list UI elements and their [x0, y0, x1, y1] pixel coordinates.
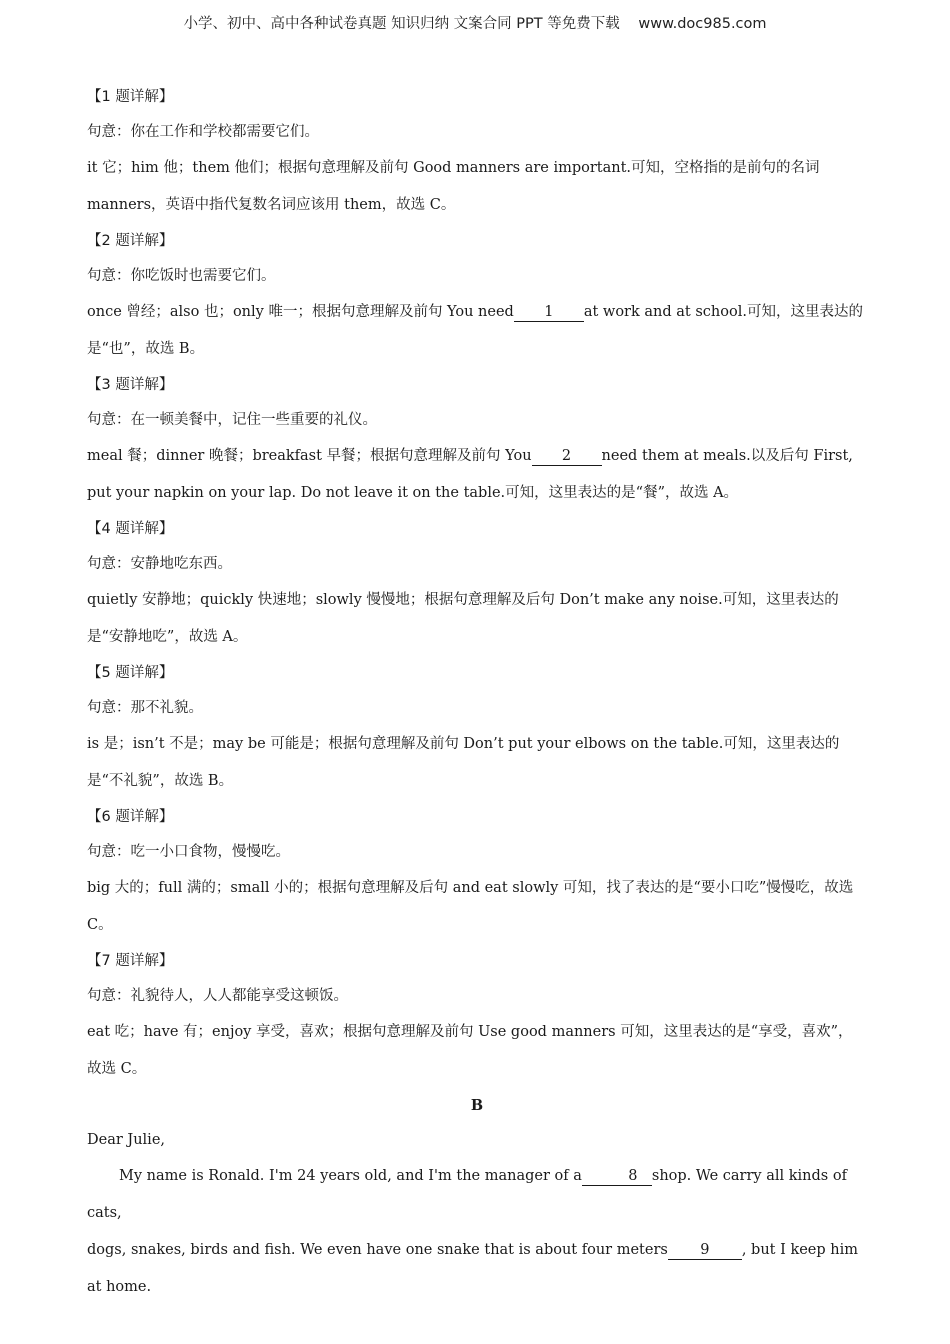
blank-8: 8 [582, 1167, 652, 1186]
question-4-meaning: 句意：安静地吃东西。 [87, 556, 232, 572]
question-5-title: 【5 题详解】 [87, 665, 174, 681]
blank-2: 2 [532, 447, 602, 466]
analysis-text: need them at meals.以及后句 First, put your napkin on your lap. Do not leave it on the table.可知，这里表达的是“餐”，故选 A。 [87, 448, 853, 501]
analysis-text: once 曾经；also 也；only 唯一；根据句意理解及前句 You need [87, 304, 514, 320]
question-7-title: 【7 题详解】 [87, 953, 174, 969]
question-7-meaning: 句意：礼貌待人，人人都能享受这顿饭。 [87, 988, 348, 1004]
document-body [87, 80, 867, 1306]
question-2-analysis [87, 294, 867, 368]
letter-paragraph [87, 1158, 867, 1232]
analysis-text: at work and at school.可知，这里表达的是“也”，故选 B。 [87, 304, 863, 357]
question-1-analysis: it 它；him 他；them 他们；根据句意理解及前句 Good manners are important.可知，空格指的是前句的名词 manners，英语中指代复数名词应该用 them，故选 C。 [87, 160, 820, 213]
section-b-title: B [470, 1097, 484, 1114]
question-6-analysis: big 大的；full 满的；small 小的；根据句意理解及后句 and eat slowly 可知，找了表达的是“要小口吃”慢慢吃，故选 C。 [87, 880, 854, 933]
question-1-meaning: 句意：你在工作和学校都需要它们。 [87, 124, 319, 140]
letter-paragraph-cont [87, 1232, 867, 1306]
question-4-analysis: quietly 安静地；quickly 快速地；slowly 慢慢地；根据句意理解及后句 Don’t make any noise.可知，这里表达的是“安静地吃”，故选 A。 [87, 592, 839, 645]
letter-text: dogs, snakes, birds and fish. We even have one snake that is about four meters [87, 1242, 668, 1258]
question-7-analysis: eat 吃；have 有；enjoy 享受，喜欢；根据句意理解及前句 Use good manners 可知，这里表达的是“享受，喜欢”，故选 C。 [87, 1024, 853, 1077]
question-2-meaning: 句意：你吃饭时也需要它们。 [87, 268, 276, 284]
blank-9: 9 [668, 1241, 742, 1260]
question-3-meaning: 句意：在一顿美餐中，记住一些重要的礼仪。 [87, 412, 377, 428]
question-6-meaning: 句意：吃一小口食物，慢慢吃。 [87, 844, 290, 860]
question-1-title: 【1 题详解】 [87, 89, 174, 105]
question-3-title: 【3 题详解】 [87, 377, 174, 393]
analysis-text: meal 餐；dinner 晚餐；breakfast 早餐；根据句意理解及前句 You [87, 448, 532, 464]
question-5-analysis: is 是；isn’t 不是；may be 可能是；根据句意理解及前句 Don’t put your elbows on the table.可知，这里表达的是“不礼貌”，故选 B。 [87, 736, 840, 789]
question-5-meaning: 句意：那不礼貌。 [87, 700, 203, 716]
letter-greeting: Dear Julie, [87, 1132, 166, 1148]
letter-text: My name is Ronald. I'm 24 years old, and I'm the manager of a [119, 1168, 582, 1184]
question-4-title: 【4 题详解】 [87, 521, 174, 537]
question-6-title: 【6 题详解】 [87, 809, 174, 825]
question-2-title: 【2 题详解】 [87, 233, 174, 249]
letter-text: , but I keep him at home. [87, 1242, 859, 1295]
header-text: 小学、初中、高中各种试卷真题 知识归纳 文案合同 PPT 等免费下载 [183, 16, 620, 32]
page-header [0, 12, 950, 33]
header-url[interactable]: www.doc985.com [638, 16, 767, 32]
question-3-analysis [87, 438, 867, 512]
letter-text: shop. We carry all kinds of cats, [87, 1168, 847, 1221]
blank-1: 1 [514, 303, 584, 322]
